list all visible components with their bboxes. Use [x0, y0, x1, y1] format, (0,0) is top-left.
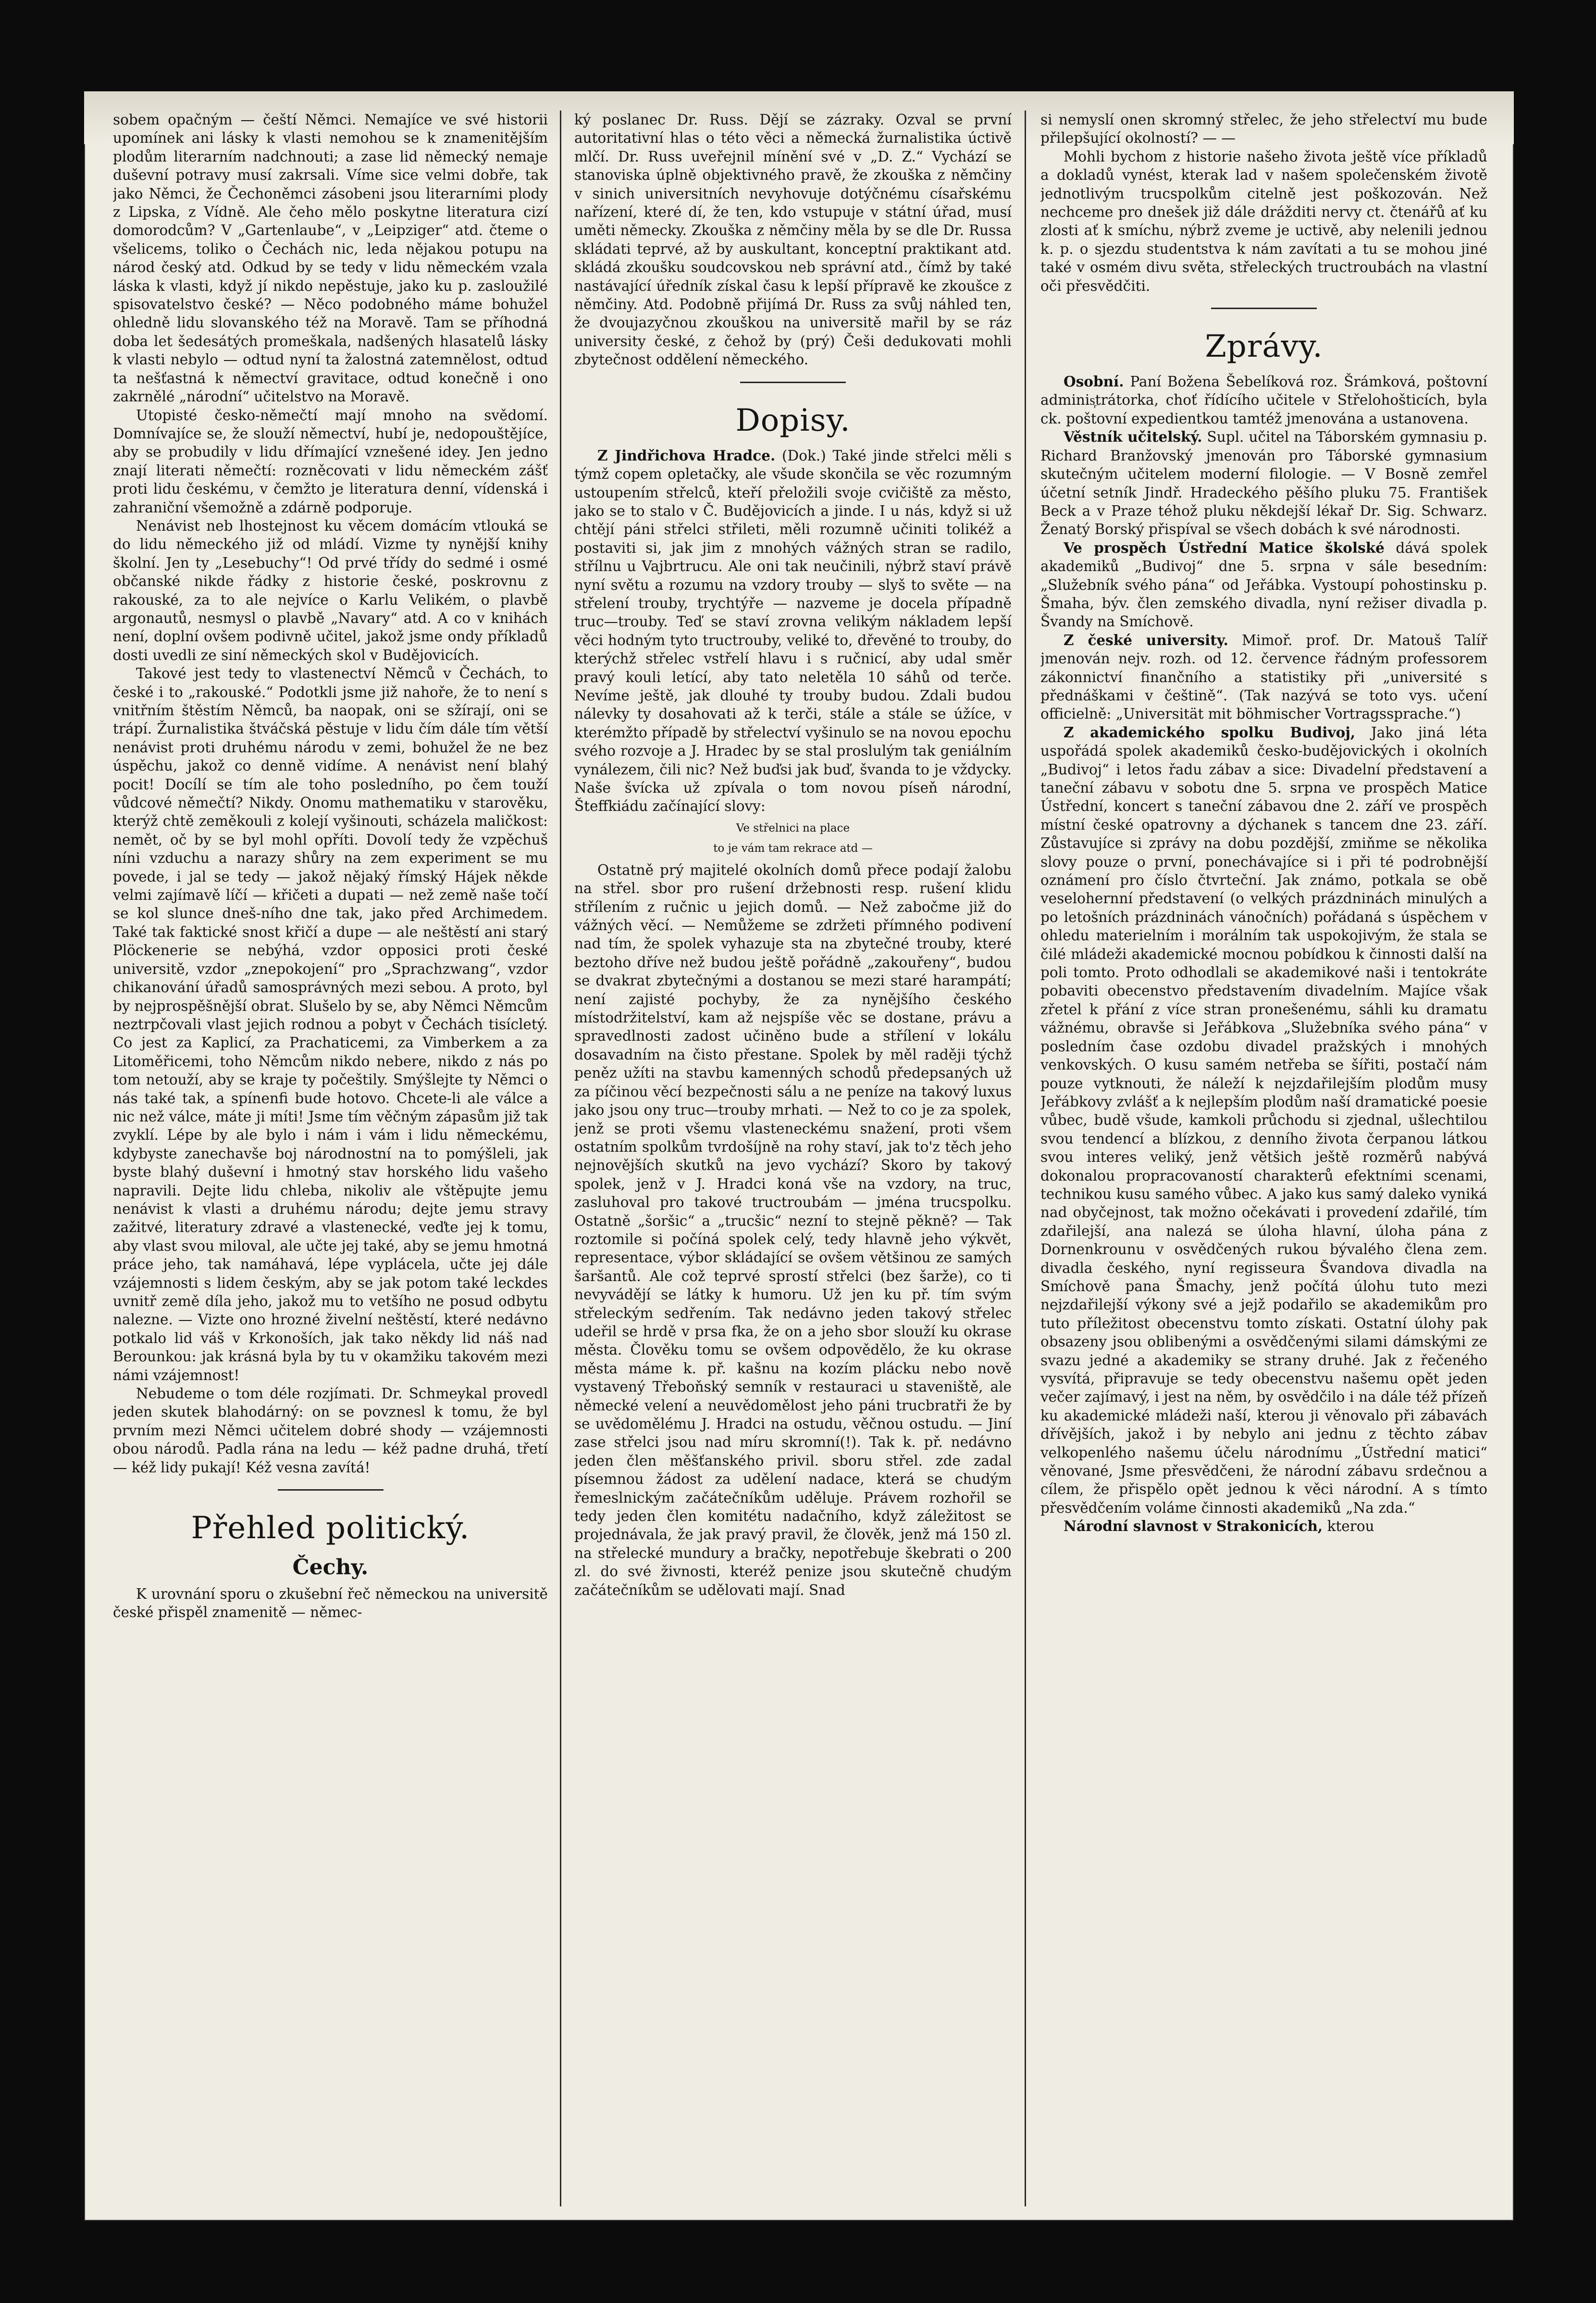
section-heading-politics: Přehled politický.: [191, 1510, 470, 1546]
paragraph-text: dává spolek akademiků „Budivoj“ dne 5. srpna v sále besedním: „Služebník svého pána“ od Jeřábka. Vystoupí pohostinsku p. Šmaha, býv. člen zemského divadla, nyní režiser divadla p. Švandy na Smíchově.: [1040, 539, 1487, 630]
paragraph: Mohli bychom z historie našeho života ještě více příkladů a dokladů vynést, kterak lad v našem společenském životě jednotlivým trucspolkům citelně jest poškozován. Než nechceme pro dnešek již dále drážditi nervy ct. čtenářů ať ku zlosti ať k smíchu, nýbrž zveme je uctivě, aby nelenili jednou k. p. o sjezdu studentstva k nám zavítati a tu se mohou jiné také v osmém divu světa, střeleckých tructroubách na vlastní oči přesvědčiti.: [1040, 148, 1487, 294]
paragraph: [1040, 1517, 1487, 1535]
paragraph-text: Supl. učitel na Táborském gymnasiu p. Richard Branžovský jmenován pro Táborské gymnasium skutečným učitelem moderní filologie. — V Bosně zemřel účetní setník Jindř. Hradeckého pěšího pluku 75. František Beck a v Praze téhož pluku někdejší lékař Dr. Sig. Schwarz. Ženatý Borský přispíval se všech dobách k své národnosti.: [1040, 429, 1487, 538]
newspaper-page: [84, 91, 1514, 2221]
section-divider: [740, 382, 846, 383]
section-divider: [278, 1489, 384, 1491]
paragraph: si nemyslí onen skromný střelec, že jeho střelectví mu bude přilepšující okolností? — —: [1040, 112, 1487, 147]
columns-container: [113, 111, 1487, 2206]
paragraph: [574, 447, 1012, 816]
paragraph: Nenávist neb lhostejnost ku věcem domácím vtlouká se do lidu německého již od mládí. Vizme ty nynější knihy školní. Jen ty „Lesebuchy“! Od prvé třídy do sedmé i osmé občanské nikde řádky z historie české, poskrovnu z rakouské, za to ale nejvíce o Karlu Velikém, o plavbě argonautů, nesmysl o plavbě „Navary“ atd. A co v knihách není, doplní ovšem podivně učitel, jakož jsme ondy příkladů dosti uvedli ze siní německých skol v Budějovicích.: [113, 517, 548, 663]
paragraph-lead: Národní slavnost v Strakonicích,: [1064, 1518, 1323, 1535]
column-2: [574, 111, 1012, 2206]
paragraph: Takové jest tedy to vlastenectví Němců v Čechách, to české i to „rakouské.“ Podotkli jsme již nahoře, že to není s vnitřním štěstím Němců, ba naopak, oni se sžírají, oni se trápí. Žurnalistika štváčská pěstuje v lidu čím dále tím větší nenávist proti druhému národu v zemi, bohužel že ne bez úspěchu, jakož co denně vidíme. A nenávist není blahý pocit! Docílí se tím ale toho posledního, po čem touží vůdcové němečtí? Nikdy. Onomu mathematiku v starověku, kterýž chtě zeměkouli z kolejí vyšinouti, scházela maličkost: nemět, oč by se byl mohl opříti. Dovolí tedy že vzpěchuš níni vzduchu a narazy shůry na zem experiment se mu povede, i jal se tedy — jakož nějaký římský Hájek někde velmi zajímavě líčí — křičeti a dupati — než země naše točí se kol slunce dneš-ního dne tak, jako před Archimedem. Také tak faktické snost křičí a dupe — ale neštěstí ani starý Plöckenerie se nebýhá, vzdor opposici proti české universitě, vzdor „znepokojení“ pro „Sprachzwang“, vzdor chikanování úřadů samosprávných mezi sebou. A proto, byl by nejprospěšnější obrat. Slušelo by se, aby Němci Němcům neztrpčovali vlast jejich rodnou a pobyt v Čechách tisícletý. Co jest za Kaplicí, za Prachaticemi, za Vimberkem a za Litoměřicemi, toho Němcům nikdo nebere, nikdo z nás po tom netouží, aby se kraje ty počeštily. Smýšlejte ty Němci o nás také tak, a spínenfi bude hotovo. Chcete-li ale válce a nic než válce, máte ji míti! Jsme tím věčným zápasům již tak zvyklí. Lépe by ale bylo i nám i vám i lidu německému, kdybyste zanechavše boj národnostní na to pomýšleli, jak byste blahý duševní i hmotný stav horského lidu vašeho napravili. Dejte lidu chleba, nikoliv ale vštěpujte jemu nenávist k vlasti a druhému národu; dejte jemu stravy zažitvé, literatury zdravé a vlastenecké, veďte jej k tomu, aby vlast svou miloval, ale učte jej také, aby se jemu hmotná práce jeho, tak namáhavá, lépe vyplácela, učte jej dále vzájemnosti s lidem českým, aby se jak potom také leckdes uvnitř země díla jeho, jakož mu to vetšího ne posud odbytu nalezne. — Vizte ono hrozné živelní neštěstí, které nedávno potkalo lid váš v Krkonoších, jak tako někdy lid náš nad Berounkou: jak krásná byla by tu v okamžiku takovém mezi námi vzájemnost!: [113, 665, 548, 1383]
paragraph: [1040, 539, 1487, 631]
paragraph-lead: Věstník učitelský.: [1064, 428, 1202, 446]
paragraph-text: (Dok.) Také jinde střelci měli s týmž copem opletačky, ale všude skončila se věc rozumným ustoupením střelců, kteří přeložili svoje cvičiště za město, jako se to stalo v Č. Budějovicích a jinde. I u nás, když si už chtějí páni střelci střileti, měli rozumně učiniti tolikéž a postaviti si, jak jim z mnohých vážných stran se radilo, střílnu u Vajbrtrucu. Ale oni tak neučinili, nýbrž staví právě nyní světu a rozumu na vzdory trouby — slyš to světe — na střelení trouby, trychtýře — nazveme je docela případně truc—trouby. Teď se staví zrovna velikým nákladem lepší věci hodným tyto tructrouby, veliké to, dřevěné to trouby, do kterýchž střelec vstřelí hlavu i s ručnicí, aby udal směr pravý kouli letící, aby tato neletěla 10 sáhů od terče. Nevíme ještě, jak dlouhé ty trouby budou. Zdali budou nálevky ty dosahovati až k terči, stále a stále se úžíce, v kterémžto případě by střelectví vyšinulo se na novou epochu svého rozvoje a J. Hradec by se stal proslulým tak geniálním vynálezem, čili nic? Než buďsi jak buď, švanda to je vždycky. Naše švícka už zpívala o tom novou píseň národní, Šteffkiádu začínající slovy:: [574, 447, 1012, 815]
paragraph: Ostatně prý majitelé okolních domů přece podají žalobu na střel. sbor pro rušení držebnosti resp. rušení klidu střílením z ručnic u jejich domů. — Než zabočme již do vážných věcí. — Nemůžeme se zdržeti přímného podivení nad tím, že spolek vyhazuje sta na zbytečné trouby, které beztoho dříve než budou ještě pořádně „zakouřeny“, budou se dvakrat zbytečnými a dostanou se mezi staré harampátí; není zajisté pochyby, že za nynějšího českého místodržitelství, kam až nejspíše věc se dostane, právu a spravedlnosti zadost učiněno bude a střílení v lokálu dosavadním na čisto přestane. Spolek by měl raději týchž peněz užíti na stavbu kamenných schodů předepsaných už za píčinou věcí bezpečnosti sálu a ne peníze na takový luxus jako jsou ony truc—trouby mrhati. — Než to co je za spolek, jenž se proti všemu vlasteneckému snažení, proti všem ostatním spolkům tvrdošíjně na rohy staví, jak to'z těch jeho nejnovějších skutků na jevo vychází? Skoro by takový spolek, jenž v J. Hradci koná vše na vzdory, na truc, zasluhoval pro takové tructroubám — jména trucspolku. Ostatně „šoršic“ a „trucšic“ nezní to stejně pěkně? — Tak roztomile si počíná spolek celý, tedy hlavně jeho výkvět, representace, výbor skládající se ovšem většinou ze samých šaršantů. Ale což teprvé sprostí střelci (bez šarže), co ti nevyvádějí se látky k humoru. Už jen ku př. tím svým střeleckým sedřením. Tak nedávno jeden takový střelec udeřil se hrdě v prsa fka, že on a jeho sbor slouží ku okrase města. Člověku tomu se ovšem odpovědělo, že ku okrase města máme k. př. kašnu na kozím plácku nebo nově vystavený Třeboňský semník v restauraci u staveniště, ale německé velení a neuvědomělost jeho páni trucbratři že by se uvědomělému J. Hradci na ostudu, věčnou ostudu. — Jiní zase střelci jsou nad míru skromní(!). Tak k. př. nedávno jeden člen měšťanského privil. sboru střel. zde zadal písemnou žádost za udělení nadace, která se chudým řemeslnickým začátečníkům uděluje. Právem rozhořil se tedy jeden člen komitétu nadačního, když záležitost se projednávala, že jak pravý pravil, že člověk, jenž má 150 zl. na střelecké mundury a bračky, nepotřebuje škebrati o 200 zl. do své živnosti, kteréž penize jsou skutečně chudým začátečníkům se udělovati mají. Snad: [574, 861, 1012, 1598]
column-rule: [560, 111, 561, 2206]
paragraph-text: Mimoř. prof. Dr. Matouš Talíř jmenován nejv. rozh. od 12. července řádným professorem zákonnictví finančního a statistiky při „université s přednáškami v češtině“. (Tak nazývá se toto vys. učení officielně: „Universität mit böhmischer Vortragssprache.“): [1040, 632, 1487, 722]
subheading-bohemia: Čechy.: [292, 1555, 369, 1580]
paragraph-lead: Z Jindřichova Hradce.: [597, 447, 776, 464]
paragraph-text: kterou: [1327, 1518, 1374, 1535]
paragraph-lead: Z akademického spolku Budivoj,: [1064, 723, 1356, 741]
section-heading-letters: Dopisy.: [735, 402, 851, 438]
column-rule: [1025, 111, 1026, 2206]
paragraph: [1040, 723, 1487, 1517]
paragraph: ký poslanec Dr. Russ. Dějí se zázraky. Ozval se první autoritativní hlas o této věci a německá žurnalistika úctivě mlčí. Dr. Russ uveřejnil mínění své v „D. Z.“ Vychází se stanoviska úplně objektivného pravě, že zkouška z němčiny v sinich universitních nevyhovuje dotýčnému císařskému nařízení, které dí, že ten, kdo vstupuje v státní úřad, musí uměti německy. Zkouška z němčiny měla by se dle Dr. Russa skládati teprvé, až by auskultant, konceptní praktikant atd. skládá zkoušku soudcovskou neb správní atd., čímž by také nastávající úředník získal času k lepší přípravě ke zkoušce z němčiny. Atd. Podobně přijímá Dr. Russ za svůj náhled ten, že dvoujazyčnou zkouškou na universitě mařil by se ráz university české, z čehož by (prý) Češi dedukovati mohli zbytečnost oddělení německého.: [574, 112, 1012, 368]
paragraph-lead: Z české university.: [1064, 631, 1228, 648]
paragraph-text: Paní Božena Šebelíková roz. Šrámková, poštovní adminis᷊trátorka, choť řídícího učitele v Střelohošticích, byla ck. poštovní expedientkou tamtéž jmenována a ustanovena.: [1040, 373, 1487, 427]
paragraph: [1040, 373, 1487, 428]
paragraph-lead: Ve prospěch Ústřední Matice školské: [1064, 539, 1385, 556]
paragraph: K urovnání sporu o zkušební řeč německou na universitě české přispěl znamenitě — němec-: [113, 1586, 548, 1621]
column-3: [1040, 111, 1487, 2206]
paragraph: [1040, 428, 1487, 538]
paragraph-text: Jako jiná léta uspořádá spolek akademiků česko-budějovických i okolních „Budivoj“ i letos řadu zábav a sice: Divadelní představení a taneční zábavu v sobotu dne 5. srpna ve prospěch Matice Ústřední, koncert s taneční zábavou dne 2. září ve prospěch místní české opatrovny a dýchanek s tancem dne 23. září. Zůstavujíce si zprávy na dobu pozdější, zmiňme se několika slovy pouze o první, ponechávajíce si i při té podrobnější oznámení pro číslo čtvrteční. Jak známo, potkala se obě veselohernní představení (o velkých prázdninách minulých a po letošních prázdninách vánočních) pořádaná s úspěchem v ohledu materielním i morálním tak uspokojivým, že stala se čilé mládeži akademické mocnou pobídkou k činnosti další na poli tomto. Proto odhodlali se akademikové naši i tentokráte pobaviti obecenstvo představením divadelním. Majíce však zřetel k přání z více stran pronešenému, sáhli ku dramatu vážnému, obravše si Jeřábkova „Služebníka svého pána“ v posledním čase ozdobu divadel pražských i mnohých venkovských. O kusu samém netřeba se šířiti, postačí nám pouze vytknouti, že náleží k nejzdařilejším plodům musy Jeřábkovy zvlášť a k nejlepším plodům naší dramatické poesie vůbec, budě všude, kamkoli průchodu si zjednal, ušlechtilou svou tendencí a blízkou, z denního života čerpanou látkou svou interes veliký, jenž většich ještě rozměrů nabývá dokonalou propracovaností charakterů efektními scenami, technikou kusu samého vůbec. A jako kus samý daleko vyniká nad obyčejnost, tak možno očekávati i provedení zdařilé, tím zdařilejší, ana nalezá se úloha hlavní, úloha pána z Dornenkrounu v osvědčených rukou bývalého člena zem. divadla českého, nyní regisseura Švandova divadla na Smíchově pana Šmachy, jenž počítá úlohu tuto mezi nejzdařilejší výkony své a jejž podařilo se akademikům pro tuto příležitost obecenstvu tomto získati. Ostatní úlohy pak obsazeny jsou oblibenými a osvědčenými silami dámskými ze svazu jedné a akademiky se strany druhé. Jak z řečeného vysvítá, připravuje se tedy obecenstvu našemu opět jeden večer zajímavý, i jest na něm, by osvědčilo i na dále též přízeň ku akademické mládeži naší, kterou ji věnovalo při zábavách dřívějších, jakož i by nebylo ani jednu z těchto zábav velkopenlého našemu účelu národnímu „Ústřední matici“ věnované, Jsme přesvědčeni, že národní zábavu srdečnou a cílem, že přispělo opět jednou k věci národní. A s tímto přesvědčením voláme činnosti akademiků „Na zda.“: [1040, 724, 1487, 1516]
verse-line: to je vám tam rekrace atd —: [713, 842, 873, 855]
paragraph: [1040, 631, 1487, 723]
paragraph: Nebudeme o tom déle rozjímati. Dr. Schmeykal provedl jeden skutek blahodárný: on se povznesl k tomu, že byl prvním mezi Němci učitelem dobré shody — vzájemnosti obou národů. Padla rána na ledu — kéž padne druhá, třetí — kéž lidy pukají! Kéž vesna zavítá!: [113, 1385, 548, 1476]
section-heading-news: Zprávy.: [1205, 329, 1323, 365]
paragraph: sobem opačným — čeští Němci. Nemajíce ve své historii upomínek ani lásky k vlasti nemohou se k znamenitějším plodům literarním nadchnouti; a zase lid německý nemaje duševní potravy musí zakrsali. Víme sice velmi dobře, tak jako Němci, že Čechoněmci zásobeni jsou literarními plody z Lipska, z Vídně. Ale čeho mělo poskytne literatura cizí domorodcům? V „Gartenlaube“, v „Leipziger“ atd. čteme o všelicems, toliko o Čechách nic, leda nějakou potupu na národ český atd. Odkud by se tedy v lidu německém vzala láska k vlasti, když jí nikdo nepěstuje, jako ku p. zasloužilé spisovatelstvo české? — Něco podobného máme bohužel ohledně lidu slovanského též na Moravě. Tam se příhodná doba let šedesátých promeškala, nadšených hlasatelů lásky k vlasti nebylo — odtud nyní ta žalostná zatemnělost, odtud ta nešťastná k němectví gravitace, odtud konečně i ono zakrnělé „národní“ učitelstvo na Moravě.: [113, 112, 548, 405]
paragraph-lead: Osobní.: [1064, 373, 1124, 390]
verse-line: Ve střelnici na place: [736, 822, 850, 834]
section-divider: [1211, 308, 1317, 309]
column-1: [113, 111, 548, 2206]
paragraph: Utopisté česko-němečtí mají mnoho na svědomí. Domnívajíce se, že slouží němectví, hubí je, nedopouštějíce, aby se probudily v lidu dřímající vznešené idey. Jen jedno znají literati němečtí: rozněcovati v lidu německém zášť proti lidu českému, v čemžto je literatura denní, vídenská i zahraniční všemožně a zdárně podporuje.: [113, 407, 548, 516]
